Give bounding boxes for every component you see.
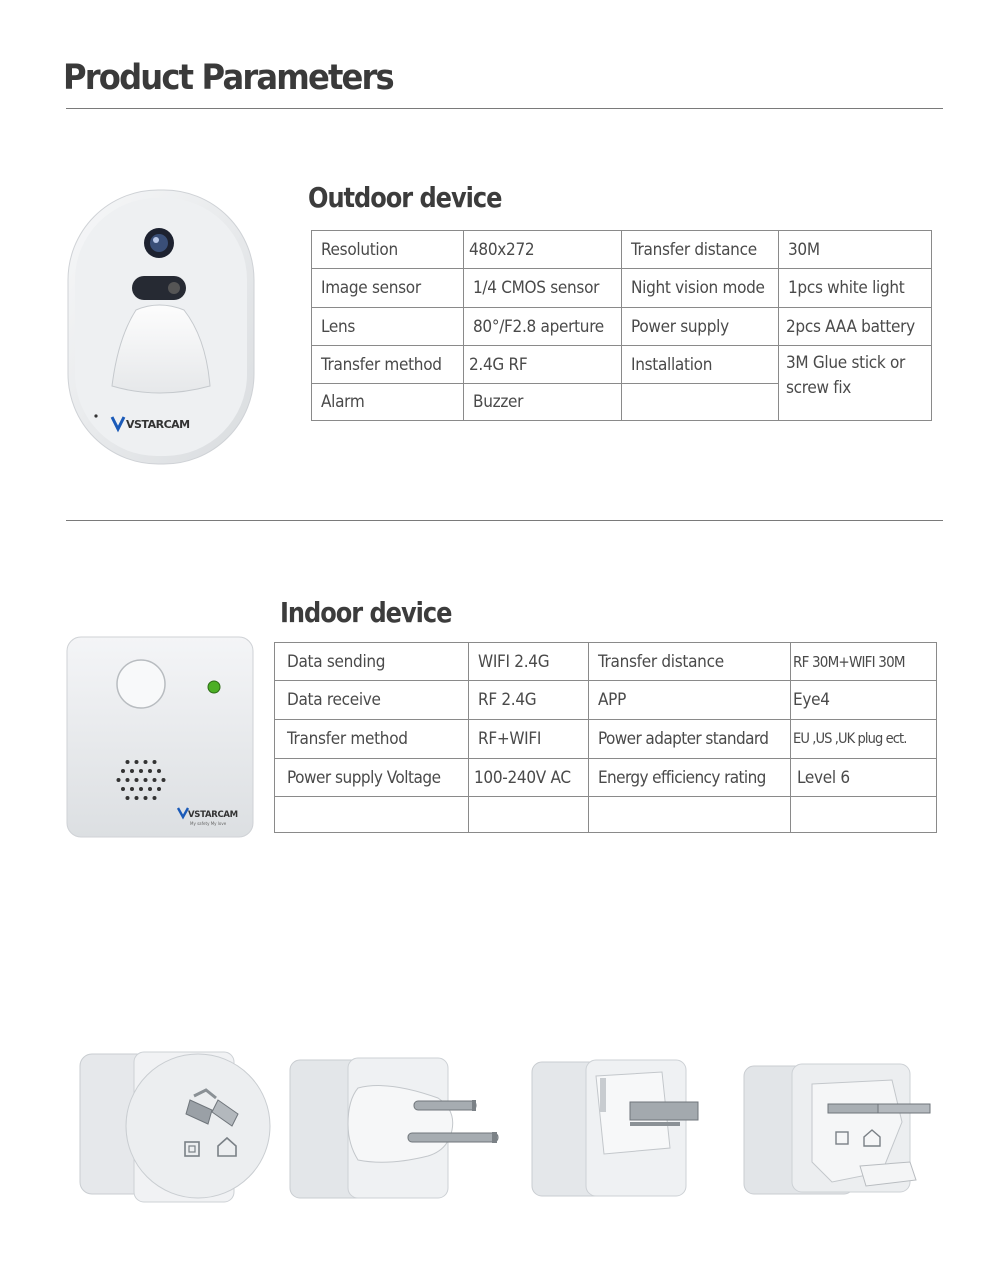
spec-value <box>791 797 937 833</box>
spec-value <box>469 797 589 833</box>
table-row <box>312 346 932 384</box>
speaker-hole <box>144 760 148 764</box>
spec-value: 100-240V AC <box>469 759 589 797</box>
spec-value: 480x272 <box>464 231 622 269</box>
speaker-hole <box>130 787 134 791</box>
spec-label <box>275 797 469 833</box>
header-divider <box>66 108 943 109</box>
speaker-hole <box>139 787 143 791</box>
speaker-hole <box>121 787 125 791</box>
speaker-hole <box>157 769 161 773</box>
speaker-hole <box>126 796 130 800</box>
spec-label: Data sending <box>275 643 469 681</box>
indoor-chime-image <box>66 636 254 838</box>
spec-label: Transfer distance <box>622 231 779 269</box>
spec-label: Transfer method <box>275 720 469 759</box>
table-row <box>275 643 937 681</box>
table-row <box>275 797 937 833</box>
indoor-tagline: My safety My love <box>190 821 227 826</box>
spec-value: RF 2.4G <box>469 681 589 720</box>
spec-label: Installation <box>622 346 779 384</box>
spec-label: Data receive <box>275 681 469 720</box>
spec-label: Transfer distance <box>589 643 791 681</box>
table-row <box>312 308 932 346</box>
spec-label: Image sensor <box>312 269 464 308</box>
section-divider <box>66 520 943 521</box>
spec-label: Lens <box>312 308 464 346</box>
speaker-hole <box>162 778 166 782</box>
spec-value: Level 6 <box>791 759 937 797</box>
spec-value: EU ,US ,UK plug ect. <box>791 720 937 759</box>
led-indicator <box>208 681 220 693</box>
spec-value: RF 30M+WIFI 30M <box>791 643 937 681</box>
spec-value: 30M <box>779 231 932 269</box>
spec-label <box>589 797 791 833</box>
spec-label: Power adapter standard <box>589 720 791 759</box>
spec-value: Eye4 <box>791 681 937 720</box>
spec-value: RF+WIFI <box>469 720 589 759</box>
speaker-hole <box>130 769 134 773</box>
spec-value: Buzzer <box>464 384 622 421</box>
spec-value: 2pcs AAA battery <box>779 308 932 346</box>
spec-label: Power supply Voltage <box>275 759 469 797</box>
spec-label: Night vision mode <box>622 269 779 308</box>
speaker-hole <box>144 778 148 782</box>
speaker-hole <box>117 778 121 782</box>
outdoor-section-title: Outdoor device <box>308 181 502 214</box>
table-row <box>312 231 932 269</box>
spec-label: Transfer method <box>312 346 464 384</box>
uk-plug-image <box>742 1062 937 1196</box>
indoor-spec-table <box>274 642 937 833</box>
page-title: Product Parameters <box>63 58 393 98</box>
spec-label: Energy efficiency rating <box>589 759 791 797</box>
au-plug-image <box>78 1048 273 1208</box>
speaker-hole <box>126 760 130 764</box>
indoor-brand-logo: VSTARCAM <box>188 810 238 820</box>
spec-value: WIFI 2.4G <box>469 643 589 681</box>
eu-plug-image <box>288 1054 503 1202</box>
table-row <box>275 720 937 759</box>
spec-value: 1/4 CMOS sensor <box>464 269 622 308</box>
indoor-section-title: Indoor device <box>280 596 452 629</box>
speaker-hole <box>153 760 157 764</box>
speaker-hole <box>144 796 148 800</box>
table-row <box>275 681 937 720</box>
speaker-hole <box>135 796 139 800</box>
speaker-hole <box>126 778 130 782</box>
speaker-hole <box>139 769 143 773</box>
speaker-hole <box>135 778 139 782</box>
spec-label: APP <box>589 681 791 720</box>
us-plug-image <box>530 1058 708 1198</box>
speaker-hole <box>153 796 157 800</box>
speaker-hole <box>148 787 152 791</box>
table-row <box>275 759 937 797</box>
outdoor-doorbell-image <box>66 188 256 468</box>
spec-label: Alarm <box>312 384 464 421</box>
spec-label: Power supply <box>622 308 779 346</box>
speaker-hole <box>157 787 161 791</box>
table-row <box>312 269 932 308</box>
spec-value: 80°/F2.8 aperture <box>464 308 622 346</box>
spec-label: Resolution <box>312 231 464 269</box>
speaker-hole <box>121 769 125 773</box>
spec-label <box>622 384 779 421</box>
spec-value: 1pcs white light <box>779 269 932 308</box>
speaker-hole <box>153 778 157 782</box>
speaker-hole <box>135 760 139 764</box>
spec-value: 3M Glue stick or screw fix <box>779 346 932 421</box>
outdoor-brand-logo: VSTARCAM <box>126 418 190 431</box>
spec-value: 2.4G RF <box>464 346 622 384</box>
outdoor-spec-table <box>311 230 932 421</box>
speaker-hole <box>148 769 152 773</box>
